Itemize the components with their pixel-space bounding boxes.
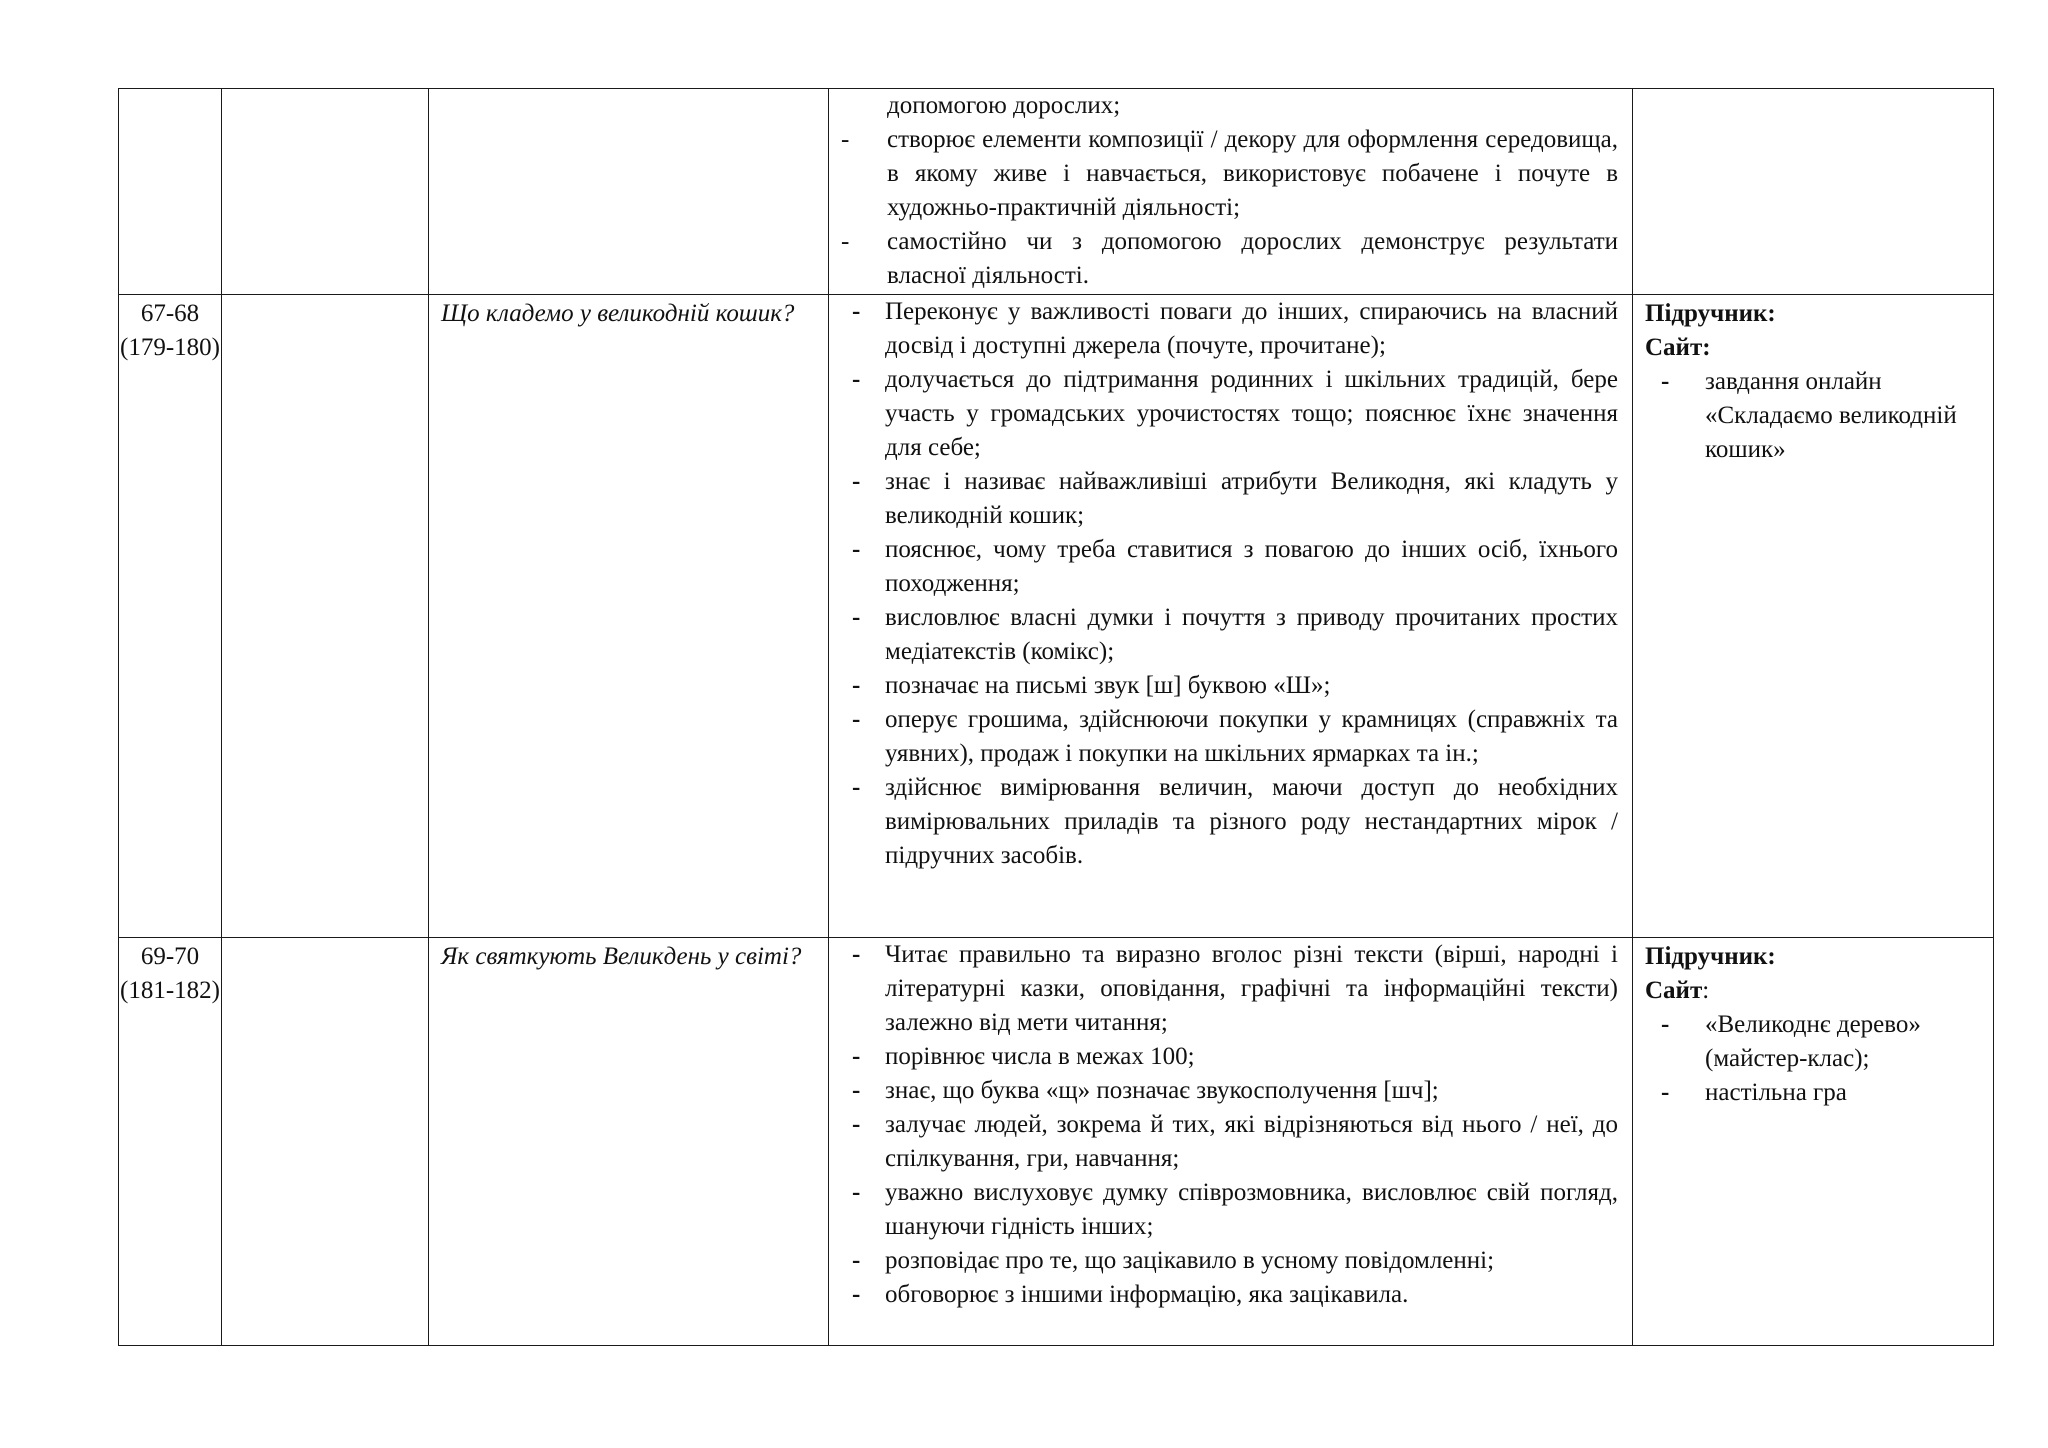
outcomes-cell <box>829 89 1633 295</box>
outcome-continuation: допомогою дорослих; <box>887 92 1121 119</box>
outcomes-cell <box>829 938 1633 1346</box>
lesson-number-cell <box>119 89 222 295</box>
list-item <box>839 669 1618 703</box>
outcomes-list <box>839 123 1618 293</box>
dash-bullet-icon: - <box>852 1077 861 1104</box>
topic-cell: Що кладемо у великодній кошик? <box>429 295 829 938</box>
dash-bullet-icon: - <box>852 366 861 393</box>
list-item <box>839 1108 1618 1176</box>
lesson-number-cell: 67-68 (179-180) <box>119 295 222 938</box>
list-item <box>839 123 1618 225</box>
table-row <box>119 295 1994 938</box>
outcome-text: порівнює числа в межах 100; <box>885 1043 1195 1070</box>
resources-cell <box>1633 938 1994 1346</box>
table-row <box>119 89 1994 295</box>
dash-bullet-icon: - <box>1661 1079 1670 1106</box>
resources-cell <box>1633 295 1994 938</box>
dash-bullet-icon: - <box>852 1179 861 1206</box>
outcome-text: розповідає про те, що зацікавило в усному повідомленні; <box>885 1247 1495 1274</box>
outcomes-cell <box>829 295 1633 938</box>
list-item <box>839 1176 1618 1244</box>
list-item <box>839 771 1618 873</box>
outcome-text: оперує грошима, здійснюючи покупки у крамницях (справжніх та уявних), продаж і покупки на шкільних ярмарках та ін.; <box>885 706 1618 767</box>
lesson-number-cell: 69-70 (181-182) <box>119 938 222 1346</box>
dash-bullet-icon: - <box>852 604 861 631</box>
dash-bullet-icon: - <box>841 228 850 255</box>
outcome-text: створює елементи композиції / декору для оформлення середовища, в якому живе і навчається, використовує побачене і почуте в художньо-практичній діяльності; <box>887 126 1618 221</box>
dash-bullet-icon: - <box>852 536 861 563</box>
outcome-text: знає і називає найважливіші атрибути Великодня, які кладуть у великодній кошик; <box>885 468 1618 529</box>
topic-cell: Як святкують Великдень у світі? <box>429 938 829 1346</box>
textbook-label: Підручник: <box>1645 300 1776 327</box>
resources-list <box>1645 365 1983 467</box>
outcome-text: уважно вислуховує думку співрозмовника, висловлює свій погляд, шануючи гідність інших; <box>885 1179 1618 1240</box>
dash-bullet-icon: - <box>852 298 861 325</box>
dash-bullet-icon: - <box>852 1043 861 1070</box>
list-item <box>839 465 1618 533</box>
list-item <box>839 533 1618 601</box>
topic-cell <box>429 89 829 295</box>
site-label-line <box>1645 974 1983 1008</box>
outcome-text: позначає на письмі звук [ш] буквою «Ш»; <box>885 672 1331 699</box>
outcome-text: Переконує у важливості поваги до інших, спираючись на власний досвід і доступні джерела (почуте, прочитане); <box>885 298 1618 359</box>
outcome-text: обговорює з іншими інформацію, яка зацікавила. <box>885 1281 1409 1308</box>
resource-text: настільна гра <box>1705 1079 1847 1106</box>
page <box>118 88 1994 1346</box>
dash-bullet-icon: - <box>852 1281 861 1308</box>
site-label: Сайт <box>1645 977 1703 1004</box>
list-item <box>839 1244 1618 1278</box>
list-item <box>839 363 1618 465</box>
table-row <box>119 938 1994 1346</box>
empty-cell <box>222 89 429 295</box>
resources-list <box>1645 1008 1983 1110</box>
resource-text: «Великоднє дерево» (майстер-клас); <box>1705 1011 1921 1072</box>
dash-bullet-icon: - <box>852 1247 861 1274</box>
site-label: Сайт: <box>1645 334 1711 361</box>
dash-bullet-icon: - <box>841 126 850 153</box>
outcomes-list <box>839 938 1618 1312</box>
outcome-text: залучає людей, зокрема й тих, які відрізняються від нього / неї, до спілкування, гри, навчання; <box>885 1111 1618 1172</box>
outcome-text: самостійно чи з допомогою дорослих демонструє результати власної діяльності. <box>887 228 1618 289</box>
dash-bullet-icon: - <box>852 468 861 495</box>
list-item <box>839 1278 1618 1312</box>
outcome-text: пояснює, чому треба ставитися з повагою до інших осіб, їхнього походження; <box>885 536 1618 597</box>
list-item <box>839 1040 1618 1074</box>
resource-text: завдання онлайн «Складаємо великодній кошик» <box>1705 368 1957 463</box>
dash-bullet-icon: - <box>1661 368 1670 395</box>
list-item <box>1645 365 1983 467</box>
outcome-text: висловлює власні думки і почуття з приводу прочитаних простих медіатекстів (комікс); <box>885 604 1618 665</box>
dash-bullet-icon: - <box>1661 1011 1670 1038</box>
site-label-colon: : <box>1702 977 1710 1004</box>
empty-cell <box>222 295 429 938</box>
dash-bullet-icon: - <box>852 1111 861 1138</box>
list-item <box>839 703 1618 771</box>
outcome-text: Читає правильно та виразно вголос різні тексти (вірші, народні і літературні казки, оповідання, графічні та інформаційні тексти) залежно від мети читання; <box>885 941 1618 1036</box>
list-item <box>839 225 1618 293</box>
list-item <box>839 1074 1618 1108</box>
textbook-label: Підручник: <box>1645 943 1776 970</box>
dash-bullet-icon: - <box>852 706 861 733</box>
dash-bullet-icon: - <box>852 941 861 968</box>
list-item <box>1645 1076 1983 1110</box>
dash-bullet-icon: - <box>852 774 861 801</box>
list-item <box>839 295 1618 363</box>
list-item <box>1645 1008 1983 1076</box>
dash-bullet-icon: - <box>852 672 861 699</box>
resources-cell <box>1633 89 1994 295</box>
list-item <box>839 601 1618 669</box>
outcome-text: знає, що буква «щ» позначає звукосполучення [шч]; <box>885 1077 1439 1104</box>
empty-cell <box>222 938 429 1346</box>
outcome-text: здійснює вимірювання величин, маючи доступ до необхідних вимірювальних приладів та різного роду нестандартних мірок / підручних засобів. <box>885 774 1618 869</box>
list-item <box>839 938 1618 1040</box>
outcomes-list <box>839 295 1618 873</box>
lesson-plan-table <box>118 88 1994 1346</box>
outcome-text: долучається до підтримання родинних і шкільних традицій, бере участь у громадських урочистостях тощо; пояснює їхнє значення для себе; <box>885 366 1618 461</box>
